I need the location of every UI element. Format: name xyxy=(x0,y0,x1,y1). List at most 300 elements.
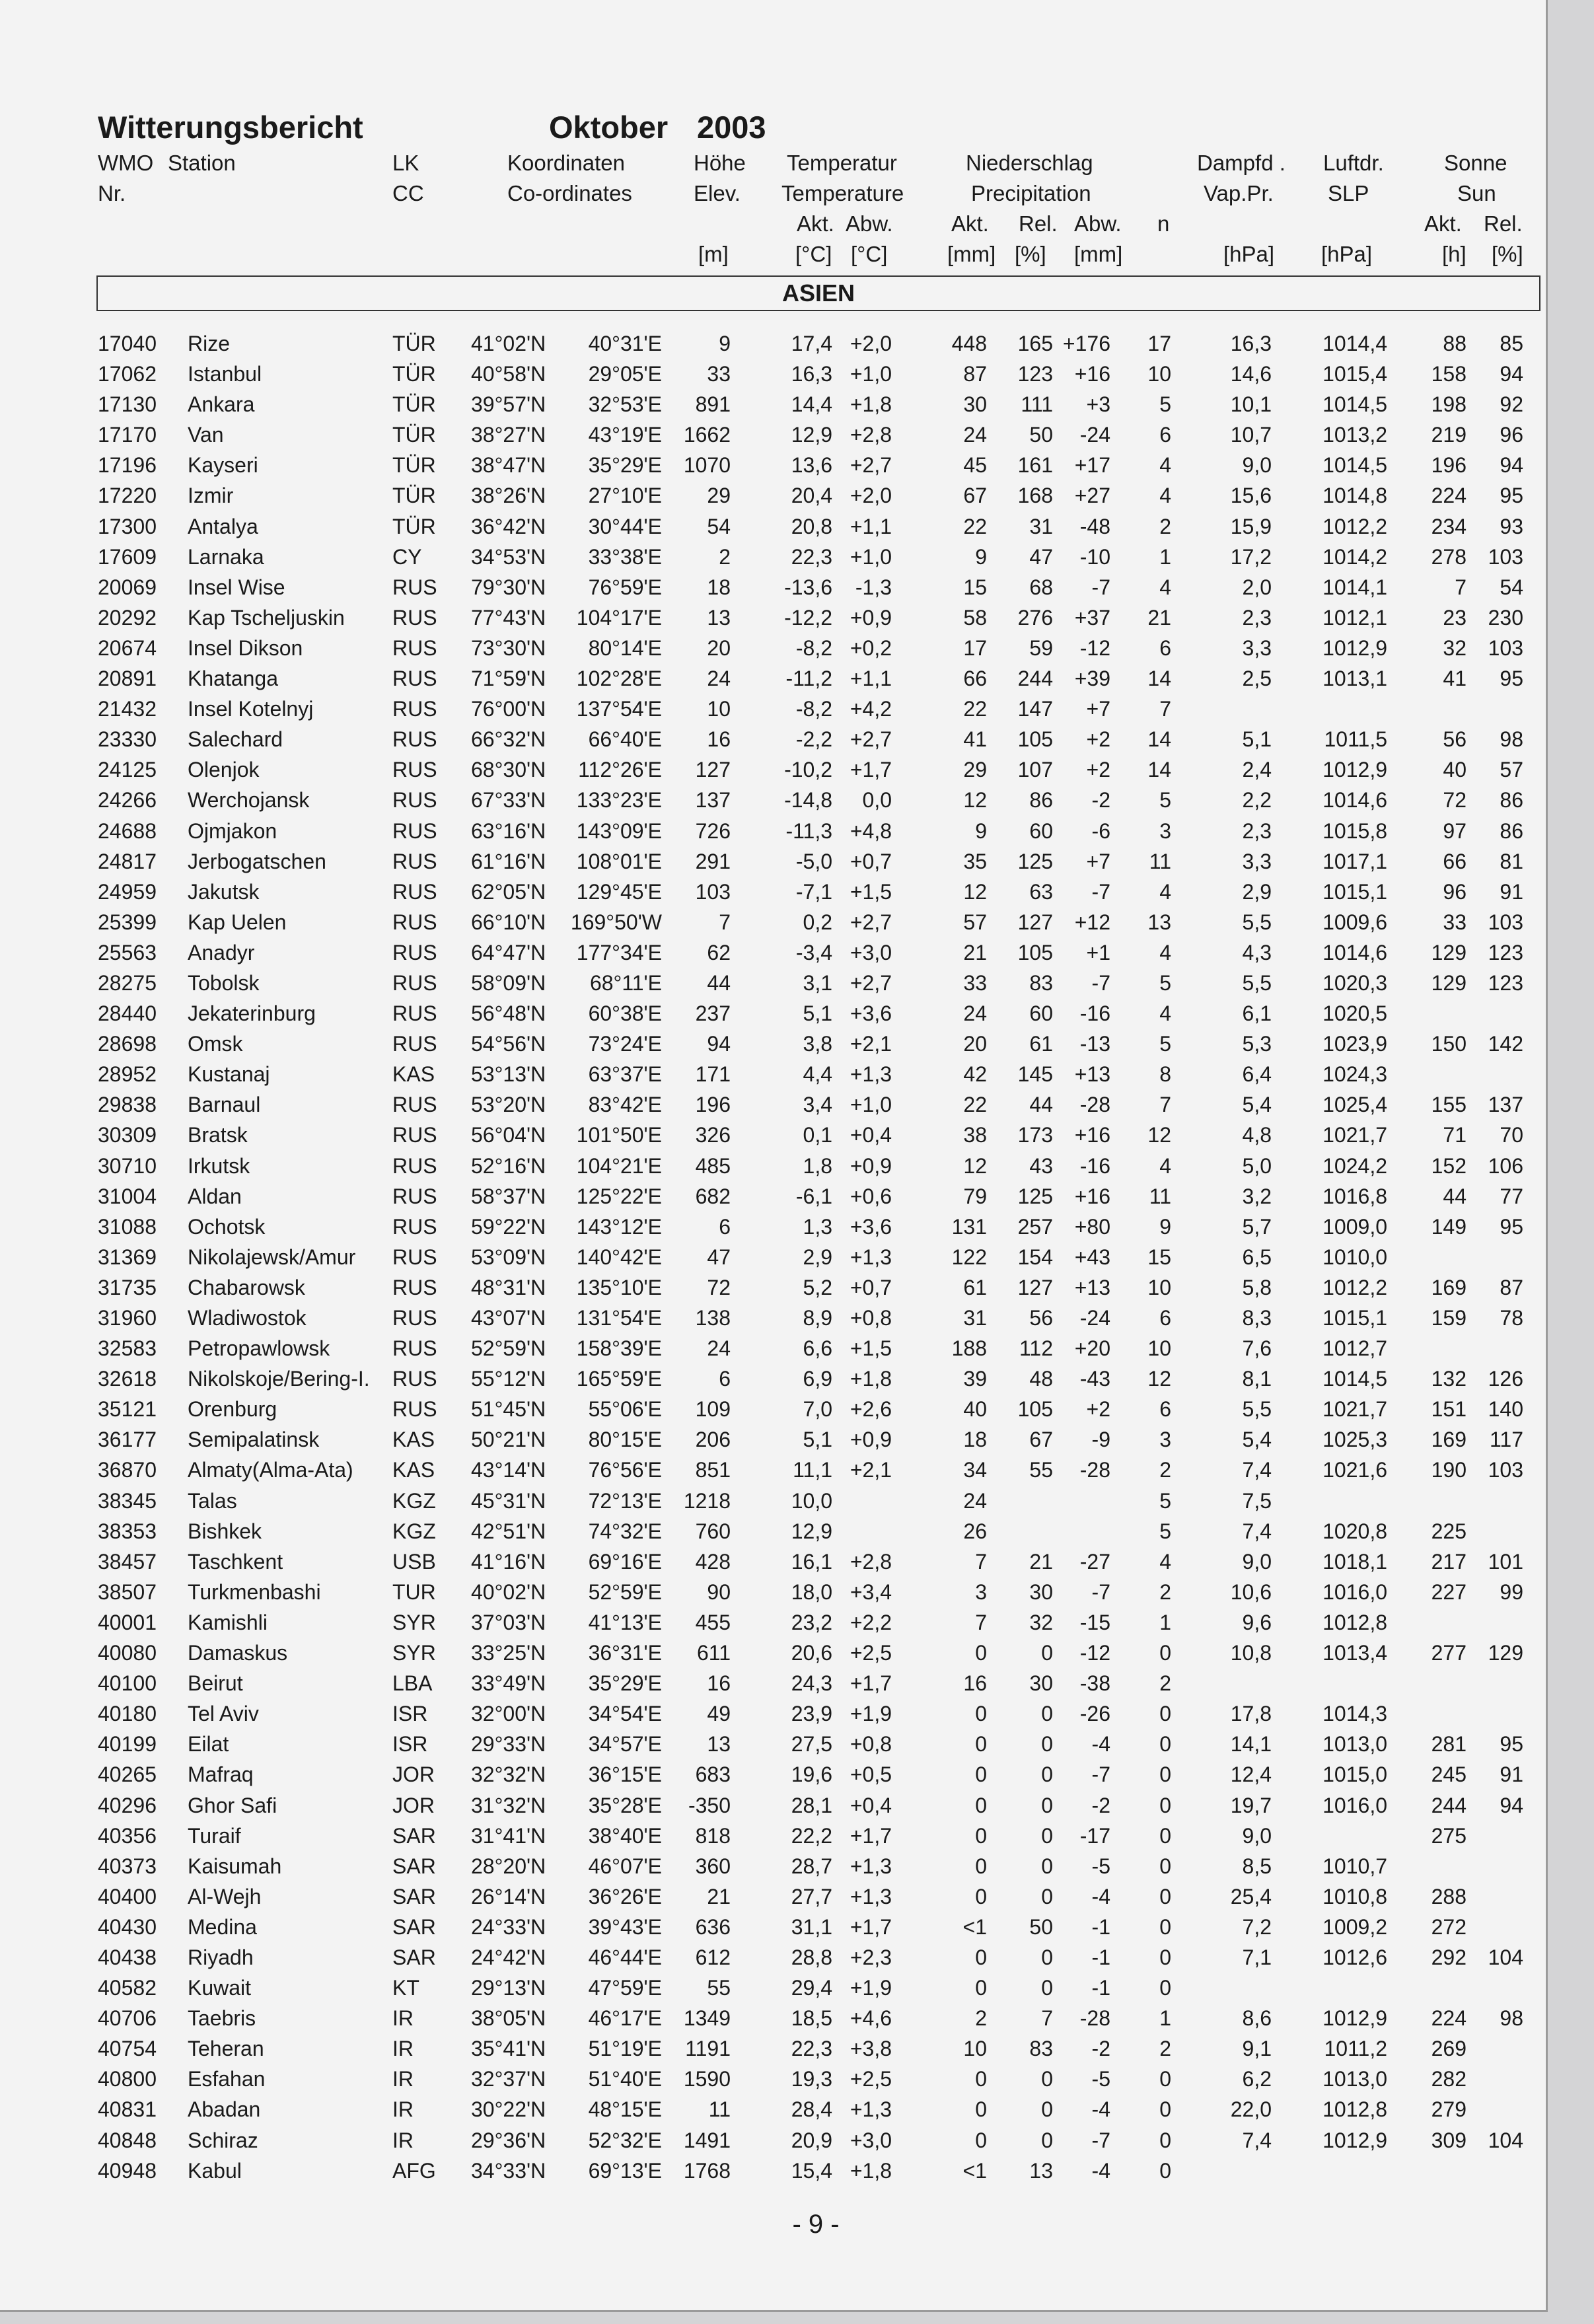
cell-sun-rel: 77 xyxy=(1500,1184,1523,1208)
cell-wmo: 40438 xyxy=(98,1945,157,1969)
cell-sun-akt: 224 xyxy=(1431,2006,1467,2031)
cell-lat: 29°13'N xyxy=(471,1976,546,2000)
cell-prec-abw: -9 xyxy=(1091,1428,1110,1452)
cell-elev: 54 xyxy=(707,514,731,538)
cell-n: 4 xyxy=(1159,1001,1171,1026)
cell-sun-rel: 57 xyxy=(1500,758,1523,782)
cell-n: 2 xyxy=(1159,1458,1171,1482)
cell-temp-akt: 28,7 xyxy=(791,1854,832,1878)
cell-vap: 3,3 xyxy=(1242,849,1272,873)
cell-lat: 63°16'N xyxy=(471,818,546,843)
cell-wmo: 30309 xyxy=(98,1123,157,1147)
cell-lat: 28°20'N xyxy=(471,1854,546,1878)
cell-elev: 29 xyxy=(707,484,731,508)
cell-lon: 33°38'E xyxy=(588,544,662,569)
cell-lk: RUS xyxy=(392,1245,437,1269)
cell-elev: 94 xyxy=(707,1032,731,1056)
cell-sun-akt: 282 xyxy=(1431,2067,1467,2091)
cell-wmo: 21432 xyxy=(98,697,157,721)
table-row xyxy=(0,998,1548,1029)
cell-prec-rel: 0 xyxy=(1041,1702,1053,1726)
cell-lk: RUS xyxy=(392,1093,437,1117)
cell-prec-abw: -38 xyxy=(1079,1671,1110,1696)
cell-lat: 24°33'N xyxy=(471,1914,546,1939)
cell-temp-akt: 3,4 xyxy=(803,1093,832,1117)
cell-prec-akt: 0 xyxy=(975,2067,987,2091)
cell-slp: 1012,2 xyxy=(1322,1275,1387,1299)
cell-elev: 636 xyxy=(695,1914,731,1939)
cell-lat: 55°12'N xyxy=(471,1367,546,1391)
cell-lat: 40°02'N xyxy=(471,1580,546,1604)
cell-temp-akt: -8,2 xyxy=(795,697,832,721)
table-row xyxy=(0,1577,1548,1607)
cell-elev: 171 xyxy=(695,1062,731,1087)
cell-prec-abw: +13 xyxy=(1074,1275,1110,1299)
cell-station: Eilat xyxy=(188,1732,229,1757)
cell-elev: 11 xyxy=(708,2097,731,2122)
cell-prec-abw: -15 xyxy=(1079,1610,1110,1634)
cell-temp-abw: +2,0 xyxy=(850,332,892,355)
cell-temp-akt: 5,2 xyxy=(803,1275,832,1299)
cell-temp-abw: +0,4 xyxy=(850,1123,892,1147)
cell-lat: 35°41'N xyxy=(471,2037,546,2061)
cell-slp: 1017,1 xyxy=(1322,849,1387,873)
cell-temp-akt: 20,9 xyxy=(791,2128,832,2152)
cell-slp: 1014,5 xyxy=(1322,392,1387,417)
cell-station: Werchojansk xyxy=(188,788,310,813)
cell-lk: RUS xyxy=(392,1032,437,1056)
cell-prec-rel: 86 xyxy=(1029,788,1053,813)
cell-temp-abw: +1,7 xyxy=(850,758,892,782)
cell-lon: 68°11'E xyxy=(589,970,662,995)
cell-vap: 5,4 xyxy=(1242,1428,1272,1452)
cell-slp: 1012,2 xyxy=(1322,514,1387,538)
cell-n: 5 xyxy=(1159,1488,1171,1513)
cell-lon: 140°42'E xyxy=(576,1245,662,1269)
cell-station: Nikolajewsk/Amur xyxy=(188,1245,356,1269)
cell-elev: 683 xyxy=(695,1762,731,1787)
cell-prec-abw: +2 xyxy=(1086,758,1110,782)
cell-temp-abw: +3,0 xyxy=(850,2128,892,2152)
cell-temp-akt: -13,6 xyxy=(784,575,832,599)
cell-elev: -350 xyxy=(688,1793,731,1817)
cell-n: 6 xyxy=(1159,423,1171,447)
cell-lk: TÜR xyxy=(392,362,436,386)
cell-vap: 4,8 xyxy=(1242,1123,1272,1147)
cell-prec-abw: -12 xyxy=(1079,1641,1110,1665)
header-luftdruck: Luftdr. xyxy=(1323,151,1384,175)
cell-elev: 137 xyxy=(695,788,731,813)
cell-lat: 33°25'N xyxy=(471,1641,546,1665)
cell-lat: 73°30'N xyxy=(471,635,546,660)
header-koordinaten: Koordinaten xyxy=(507,151,625,175)
cell-station: Kayseri xyxy=(188,453,258,478)
cell-temp-abw: +2,6 xyxy=(850,1397,892,1422)
cell-lat: 32°00'N xyxy=(471,1702,546,1726)
cell-wmo: 35121 xyxy=(98,1397,157,1422)
cell-vap: 10,8 xyxy=(1230,1641,1272,1665)
cell-lk: IR xyxy=(392,2037,414,2061)
cell-station: Ankara xyxy=(188,392,255,417)
cell-elev: 760 xyxy=(695,1519,731,1543)
cell-lat: 31°32'N xyxy=(471,1793,546,1817)
cell-wmo: 24959 xyxy=(98,879,157,904)
cell-elev: 1349 xyxy=(683,2006,731,2031)
cell-lon: 36°31'E xyxy=(588,1641,662,1665)
cell-lon: 80°14'E xyxy=(588,635,662,660)
cell-n: 1 xyxy=(1159,544,1171,569)
cell-lon: 32°53'E xyxy=(588,392,662,417)
header-cc: CC xyxy=(392,181,424,205)
cell-n: 0 xyxy=(1159,1702,1171,1726)
cell-vap: 5,5 xyxy=(1242,970,1272,995)
cell-prec-akt: 0 xyxy=(975,1732,987,1757)
cell-wmo: 24817 xyxy=(98,849,157,873)
cell-lat: 41°16'N xyxy=(471,1549,546,1574)
cell-wmo: 40373 xyxy=(98,1854,157,1878)
cell-temp-abw: +1,8 xyxy=(850,2158,892,2183)
cell-lk: KGZ xyxy=(392,1488,436,1513)
cell-temp-akt: 8,9 xyxy=(803,1306,832,1330)
cell-lon: 143°09'E xyxy=(576,818,662,843)
table-row xyxy=(0,937,1548,968)
cell-lon: 36°15'E xyxy=(588,1762,662,1787)
header-precipitation: Precipitation xyxy=(971,181,1091,205)
table-row xyxy=(0,877,1548,907)
cell-sun-akt: 88 xyxy=(1443,332,1467,355)
cell-sun-rel: 142 xyxy=(1488,1032,1523,1056)
cell-temp-abw: +1,9 xyxy=(850,1976,892,2000)
cell-station: Damaskus xyxy=(188,1641,288,1665)
cell-elev: 1070 xyxy=(683,453,731,478)
cell-temp-abw: +2,5 xyxy=(850,1641,892,1665)
cell-lk: RUS xyxy=(392,940,437,964)
cell-temp-akt: 6,9 xyxy=(803,1367,832,1391)
cell-n: 2 xyxy=(1159,514,1171,538)
cell-sun-rel: 106 xyxy=(1488,1153,1523,1178)
cell-slp: 1021,6 xyxy=(1322,1458,1387,1482)
cell-temp-akt: 23,9 xyxy=(791,1702,832,1726)
cell-sun-rel: 103 xyxy=(1488,544,1523,569)
cell-lk: USB xyxy=(392,1549,436,1574)
cell-lon: 27°10'E xyxy=(588,484,662,508)
cell-prec-abw: +80 xyxy=(1074,1214,1110,1239)
cell-n: 12 xyxy=(1147,1367,1171,1391)
cell-lk: CY xyxy=(392,544,422,569)
cell-station: Mafraq xyxy=(188,1762,254,1787)
cell-elev: 196 xyxy=(695,1093,731,1117)
cell-prec-akt: 0 xyxy=(975,1702,987,1726)
table-row xyxy=(0,1486,1548,1516)
cell-lk: SAR xyxy=(392,1945,436,1969)
cell-slp: 1012,8 xyxy=(1322,1610,1387,1634)
cell-temp-akt: -11,2 xyxy=(785,667,832,691)
table-row xyxy=(0,907,1548,937)
cell-prec-abw: +7 xyxy=(1086,849,1110,873)
cell-temp-abw: +0,7 xyxy=(850,1275,892,1299)
cell-station: Tel Aviv xyxy=(188,1702,259,1726)
cell-lat: 58°09'N xyxy=(471,970,546,995)
cell-prec-rel: 21 xyxy=(1029,1549,1053,1574)
cell-temp-abw: +2,3 xyxy=(850,1945,892,1969)
cell-vap: 5,3 xyxy=(1242,1032,1272,1056)
cell-vap: 6,2 xyxy=(1242,2067,1272,2091)
cell-prec-rel: 107 xyxy=(1017,758,1053,782)
cell-prec-abw: -4 xyxy=(1091,1732,1110,1757)
cell-slp: 1024,2 xyxy=(1322,1153,1387,1178)
cell-sun-rel: 137 xyxy=(1488,1093,1523,1117)
cell-prec-akt: 0 xyxy=(975,1823,987,1848)
cell-temp-abw: +3,0 xyxy=(850,940,892,964)
table-row xyxy=(0,1546,1548,1577)
cell-temp-abw: +2,1 xyxy=(850,1458,892,1482)
cell-vap: 6,1 xyxy=(1242,1001,1272,1026)
cell-temp-abw: +3,6 xyxy=(850,1001,892,1026)
cell-prec-rel: 0 xyxy=(1041,1823,1053,1848)
cell-temp-abw: +1,3 xyxy=(850,1854,892,1878)
cell-sun-akt: 227 xyxy=(1431,1580,1467,1604)
header-lk: LK xyxy=(392,151,419,175)
cell-elev: 682 xyxy=(695,1184,731,1208)
table-row xyxy=(0,1912,1548,1942)
cell-prec-abw: -28 xyxy=(1079,1093,1110,1117)
cell-lat: 51°45'N xyxy=(471,1397,546,1422)
cell-elev: 13 xyxy=(707,605,731,630)
cell-station: Bishkek xyxy=(188,1519,262,1543)
cell-wmo: 36870 xyxy=(98,1458,157,1482)
cell-prec-abw: +2 xyxy=(1086,727,1110,752)
cell-prec-rel: 44 xyxy=(1029,1093,1053,1117)
cell-temp-akt: 20,6 xyxy=(791,1641,832,1665)
cell-elev: 291 xyxy=(695,849,731,873)
cell-lat: 37°03'N xyxy=(471,1610,546,1634)
cell-n: 2 xyxy=(1159,1580,1171,1604)
cell-temp-abw: +1,1 xyxy=(850,514,892,538)
cell-sun-akt: 158 xyxy=(1431,362,1467,386)
cell-sun-akt: 155 xyxy=(1431,1093,1467,1117)
cell-vap: 9,0 xyxy=(1242,1823,1272,1848)
cell-sun-akt: 281 xyxy=(1431,1732,1467,1757)
cell-n: 4 xyxy=(1159,1153,1171,1178)
table-row xyxy=(0,1455,1548,1485)
cell-n: 12 xyxy=(1147,1123,1171,1147)
cell-prec-rel: 48 xyxy=(1029,1367,1053,1391)
cell-sun-akt: 198 xyxy=(1431,392,1467,417)
cell-wmo: 40180 xyxy=(98,1702,157,1726)
cell-prec-akt: <1 xyxy=(962,2158,987,2183)
cell-prec-rel: 0 xyxy=(1041,1854,1053,1878)
table-row xyxy=(0,1881,1548,1912)
table-row xyxy=(0,663,1548,694)
cell-lon: 66°40'E xyxy=(588,727,662,752)
table-row xyxy=(0,1363,1548,1394)
table-row xyxy=(0,816,1548,846)
cell-elev: 90 xyxy=(707,1580,731,1604)
cell-sun-rel: 101 xyxy=(1488,1549,1523,1574)
cell-lk: IR xyxy=(392,2067,414,2091)
cell-temp-akt: 17,4 xyxy=(791,332,832,355)
cell-sun-akt: 275 xyxy=(1431,1823,1467,1848)
cell-prec-rel: 50 xyxy=(1029,1914,1053,1939)
cell-lon: 76°56'E xyxy=(588,1458,662,1482)
cell-lk: RUS xyxy=(392,1397,437,1422)
cell-slp: 1016,0 xyxy=(1322,1580,1387,1604)
cell-lat: 53°20'N xyxy=(471,1093,546,1117)
cell-vap: 2,2 xyxy=(1242,788,1272,813)
cell-temp-akt: 5,1 xyxy=(803,1001,832,1026)
table-row xyxy=(0,2064,1548,2094)
cell-prec-abw: -28 xyxy=(1079,2006,1110,2031)
cell-prec-abw: -4 xyxy=(1091,2097,1110,2122)
cell-prec-abw: -5 xyxy=(1091,1854,1110,1878)
cell-vap: 10,1 xyxy=(1230,392,1272,417)
cell-sun-akt: 97 xyxy=(1443,818,1467,843)
cell-temp-akt: 11,1 xyxy=(793,1458,832,1482)
cell-sun-akt: 152 xyxy=(1431,1153,1467,1178)
cell-station: Kap Tscheljuskin xyxy=(188,605,345,630)
cell-prec-rel: 105 xyxy=(1017,940,1053,964)
cell-slp: 1014,4 xyxy=(1322,332,1387,355)
cell-temp-akt: -3,4 xyxy=(795,940,832,964)
cell-prec-rel: 83 xyxy=(1029,2037,1053,2061)
header-unit-temp-akt: [°C] xyxy=(795,242,832,266)
cell-vap: 9,0 xyxy=(1242,1549,1272,1574)
cell-vap: 2,3 xyxy=(1242,605,1272,630)
cell-temp-akt: 0,2 xyxy=(803,910,832,934)
cell-prec-akt: 131 xyxy=(951,1214,987,1239)
cell-station: Barnaul xyxy=(188,1093,261,1117)
cell-lk: SYR xyxy=(392,1610,436,1634)
cell-n: 0 xyxy=(1159,1976,1171,2000)
cell-prec-akt: 24 xyxy=(963,1488,987,1513)
cell-n: 2 xyxy=(1159,1671,1171,1696)
cell-lon: 29°05'E xyxy=(588,362,662,386)
cell-wmo: 31004 xyxy=(98,1184,157,1208)
cell-lon: 47°59'E xyxy=(588,1976,662,2000)
cell-sun-akt: 234 xyxy=(1431,514,1467,538)
cell-temp-abw: +1,3 xyxy=(850,1245,892,1269)
cell-lk: ISR xyxy=(392,1702,428,1726)
cell-station: Taschkent xyxy=(188,1549,283,1574)
cell-prec-rel: 105 xyxy=(1017,727,1053,752)
cell-station: Kabul xyxy=(188,2158,242,2183)
cell-vap: 7,4 xyxy=(1242,1458,1272,1482)
cell-wmo: 40848 xyxy=(98,2128,157,2152)
header-sonne: Sonne xyxy=(1444,151,1507,175)
cell-temp-akt: 12,9 xyxy=(791,1519,832,1543)
cell-lon: 158°39'E xyxy=(576,1336,662,1361)
cell-prec-abw: +27 xyxy=(1074,484,1110,508)
cell-lon: 63°37'E xyxy=(588,1062,662,1087)
cell-slp: 1012,9 xyxy=(1322,635,1387,660)
cell-station: Jakutsk xyxy=(188,879,260,904)
cell-prec-rel: 0 xyxy=(1041,1945,1053,1969)
cell-lk: SAR xyxy=(392,1823,436,1848)
table-row xyxy=(0,1942,1548,1973)
cell-wmo: 28275 xyxy=(98,970,157,995)
cell-wmo: 25399 xyxy=(98,910,157,934)
table-row xyxy=(0,754,1548,785)
cell-elev: 611 xyxy=(696,1641,731,1665)
cell-station: Salechard xyxy=(188,727,283,752)
cell-elev: 6 xyxy=(719,1367,731,1391)
cell-sun-akt: 72 xyxy=(1443,788,1467,813)
table-row xyxy=(0,1698,1548,1729)
cell-prec-abw: -1 xyxy=(1091,1976,1110,2000)
cell-temp-abw: +1,5 xyxy=(850,879,892,904)
cell-prec-akt: 10 xyxy=(963,2037,987,2061)
cell-sun-rel: 81 xyxy=(1500,849,1523,873)
cell-lon: 108°01'E xyxy=(576,849,662,873)
cell-n: 8 xyxy=(1159,1062,1171,1087)
cell-wmo: 20891 xyxy=(98,667,157,691)
cell-slp: 1021,7 xyxy=(1322,1123,1387,1147)
cell-sun-akt: 277 xyxy=(1431,1641,1467,1665)
cell-slp: 1024,3 xyxy=(1322,1062,1387,1087)
cell-prec-rel: 43 xyxy=(1029,1153,1053,1178)
cell-lk: AFG xyxy=(392,2158,436,2183)
cell-sun-rel: 98 xyxy=(1500,727,1523,752)
cell-vap: 7,6 xyxy=(1242,1336,1272,1361)
cell-prec-abw: -27 xyxy=(1079,1549,1110,1574)
cell-prec-abw: +7 xyxy=(1086,697,1110,721)
cell-elev: 6 xyxy=(719,1214,731,1239)
cell-prec-akt: 34 xyxy=(963,1458,987,1482)
cell-station: Anadyr xyxy=(188,940,255,964)
cell-lon: 40°31'E xyxy=(588,332,662,355)
cell-prec-akt: 188 xyxy=(951,1336,987,1361)
cell-temp-akt: 15,4 xyxy=(791,2158,832,2183)
cell-prec-rel: 60 xyxy=(1029,818,1053,843)
cell-wmo: 40430 xyxy=(98,1914,157,1939)
cell-prec-rel: 0 xyxy=(1041,1762,1053,1787)
cell-slp: 1012,6 xyxy=(1322,1945,1387,1969)
table-row xyxy=(0,511,1548,542)
cell-prec-rel: 50 xyxy=(1029,423,1053,447)
cell-wmo: 24266 xyxy=(98,788,157,813)
cell-elev: 18 xyxy=(707,575,731,599)
cell-wmo: 32618 xyxy=(98,1367,157,1391)
cell-sun-akt: 33 xyxy=(1443,910,1467,934)
cell-lat: 29°33'N xyxy=(471,1732,546,1757)
table-row xyxy=(0,450,1548,480)
cell-vap: 8,1 xyxy=(1242,1367,1272,1391)
cell-vap: 3,3 xyxy=(1242,635,1272,660)
report-month: Oktober xyxy=(549,110,669,145)
cell-lat: 36°42'N xyxy=(471,514,546,538)
table-row xyxy=(0,1394,1548,1424)
cell-lon: 112°26'E xyxy=(578,758,662,782)
cell-sun-rel: 230 xyxy=(1488,605,1523,630)
cell-n: 0 xyxy=(1159,1732,1171,1757)
table-row xyxy=(0,1821,1548,1851)
cell-prec-rel: 161 xyxy=(1017,453,1053,478)
cell-wmo: 36177 xyxy=(98,1428,157,1452)
cell-lon: 80°15'E xyxy=(588,1428,662,1452)
cell-sun-rel: 95 xyxy=(1500,484,1523,508)
cell-temp-abw: +0,2 xyxy=(850,635,892,660)
table-row xyxy=(0,542,1548,572)
cell-prec-akt: 22 xyxy=(963,697,987,721)
table-row xyxy=(0,1638,1548,1668)
header-sun: Sun xyxy=(1457,181,1496,205)
cell-prec-rel: 0 xyxy=(1041,1732,1053,1757)
cell-prec-rel: 83 xyxy=(1029,970,1053,995)
cell-lk: LBA xyxy=(392,1671,433,1696)
cell-slp: 1014,1 xyxy=(1322,575,1387,599)
cell-temp-akt: 1,3 xyxy=(803,1214,832,1239)
cell-lon: 51°40'E xyxy=(588,2067,662,2091)
